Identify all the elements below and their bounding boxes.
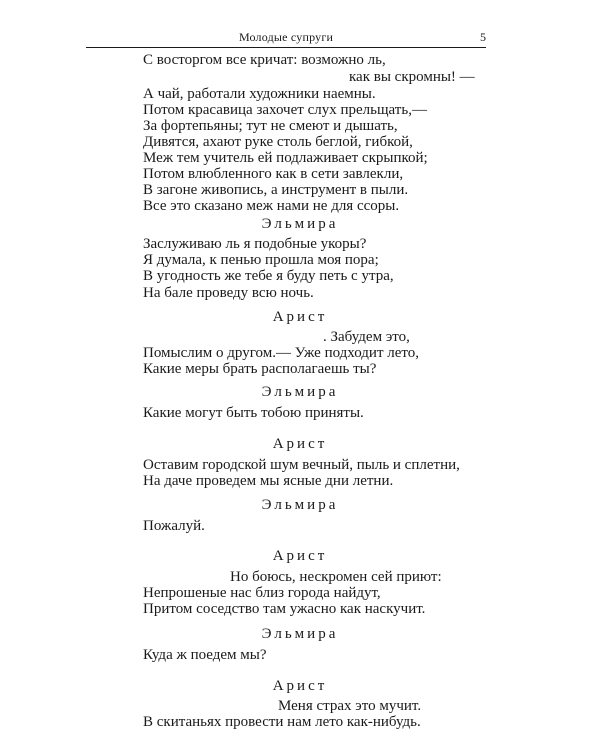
verse-line: В загоне живопись, а инструмент в пыли.: [143, 182, 409, 198]
speaker-name: Арист: [272, 436, 328, 452]
verse-line: Непрошеные нас близ города найдут,: [143, 585, 381, 601]
speaker-name: Эльмира: [261, 497, 339, 513]
verse-line: Какие могут быть тобою приняты.: [143, 405, 364, 421]
header-rule: [86, 47, 486, 48]
speaker-name: Эльмира: [261, 216, 339, 232]
verse-line: Какие меры брать располагаешь ты?: [143, 361, 377, 377]
verse-line: На бале проведу всю ночь.: [143, 285, 314, 301]
running-header: [86, 28, 486, 48]
verse-line: Но боюсь, нескромен сей приют:: [230, 569, 442, 585]
verse-line: В скитаньях провести нам лето как-нибудь.: [143, 714, 421, 730]
verse-line: Оставим городской шум вечный, пыль и сплетни,: [143, 457, 460, 473]
verse-line: Меж тем учитель ей подлаживает скрыпкой;: [143, 150, 428, 166]
verse-line: . Забудем это,: [323, 329, 410, 345]
verse-line: Я думала, к пенью прошла моя пора;: [143, 252, 379, 268]
page-number: 5: [480, 30, 486, 44]
verse-line: Пожалуй.: [143, 518, 205, 534]
verse-line: В угодность же тебе я буду петь с утра,: [143, 268, 394, 284]
verse-line: А чай, работали художники наемны.: [143, 86, 376, 102]
verse-line: Помыслим о другом.— Уже подходит лето,: [143, 345, 420, 361]
speaker-name: Эльмира: [261, 384, 339, 400]
verse-line: Притом соседство там ужасно как наскучит.: [143, 601, 426, 617]
verse-line: На даче проведем мы ясные дни летни.: [143, 473, 394, 489]
verse-line: Меня страх это мучит.: [278, 698, 422, 714]
speaker-name: Арист: [272, 548, 328, 564]
verse-line: Куда ж поедем мы?: [143, 647, 267, 663]
verse-line: Все это сказано меж нами не для ссоры.: [143, 198, 400, 214]
verse-line: как вы скромны! —: [349, 69, 475, 85]
verse-line: За фортепьяны; тут не смеют и дышать,: [143, 118, 398, 134]
speaker-name: Эльмира: [261, 626, 339, 642]
verse-line: Заслуживаю ль я подобные укоры?: [143, 236, 367, 252]
verse-line: Дивятся, ахают руке столь беглой, гибкой,: [143, 134, 413, 150]
speaker-name: Арист: [272, 678, 328, 694]
verse-line: Потом красавица захочет слух прельщать,—: [143, 102, 427, 118]
verse-line: Потом влюбленного как в сети завлекли,: [143, 166, 404, 182]
verse-line: С восторгом все кричат: возможно ль,: [143, 52, 386, 68]
speaker-name: Арист: [272, 309, 328, 325]
running-header-title: Молодые супруги: [238, 30, 334, 44]
